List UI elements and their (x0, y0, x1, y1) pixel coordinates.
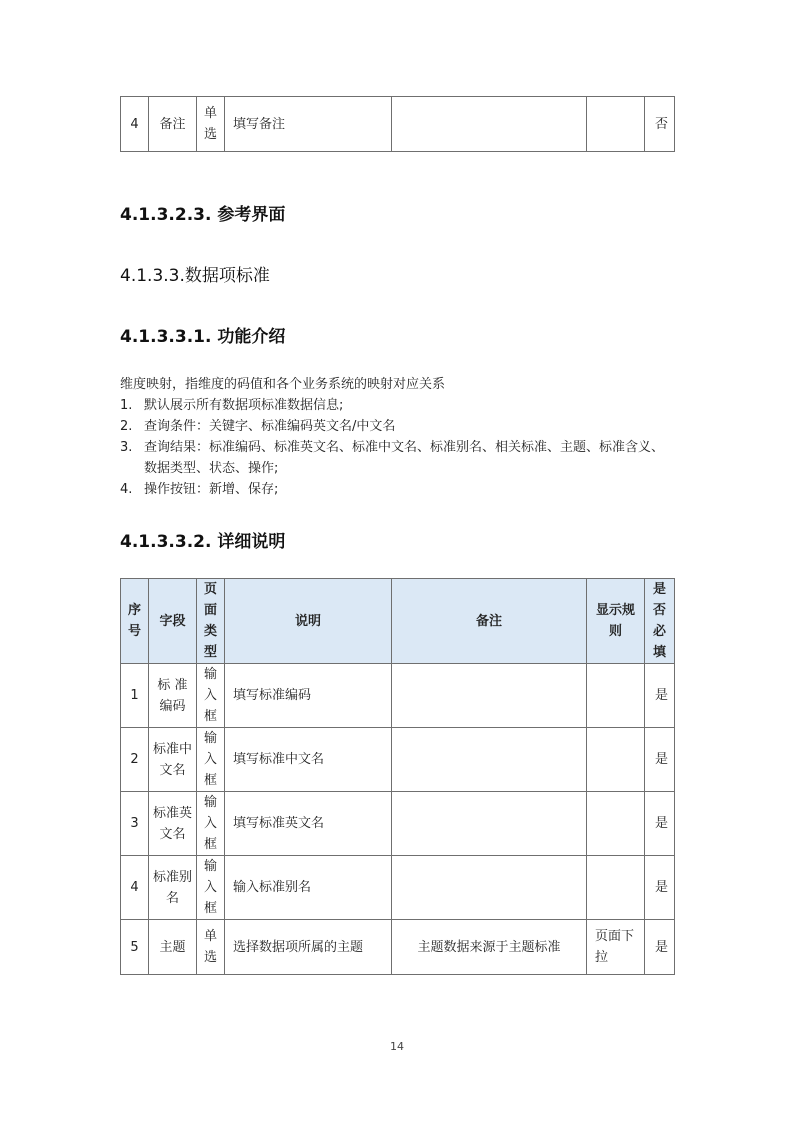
table-row (121, 792, 675, 856)
cell-note (392, 792, 587, 856)
table-row (121, 664, 675, 728)
cell-type: 输入框 (197, 664, 225, 728)
cell-note (392, 97, 587, 152)
header-display: 显示规则 (587, 579, 645, 664)
cell-note (392, 856, 587, 920)
cell-type: 单选 (197, 97, 225, 152)
header-no: 序号 (121, 579, 149, 664)
cell-desc: 输入标准别名 (225, 856, 392, 920)
cell-required: 是 (645, 792, 675, 856)
section-heading-reference-ui: 4.1.3.2.3. 参考界面 (120, 205, 286, 225)
cell-field: 主题 (149, 920, 197, 975)
cell-no: 4 (121, 97, 149, 152)
cell-desc: 填写备注 (225, 97, 392, 152)
section-heading-data-item-standard: 4.1.3.3.数据项标准 (120, 266, 270, 286)
cell-required: 是 (645, 920, 675, 975)
list-item: 2. 查询条件：关键字、标准编码英文名/中文名 (120, 419, 396, 434)
header-required: 是否必填 (645, 579, 675, 664)
header-type: 页面类型 (197, 579, 225, 664)
cell-display (587, 664, 645, 728)
cell-required: 是 (645, 856, 675, 920)
cell-desc: 选择数据项所属的主题 (225, 920, 392, 975)
cell-display (587, 728, 645, 792)
cell-field: 标准别名 (149, 856, 197, 920)
detail-field-table (120, 578, 675, 975)
header-field: 字段 (149, 579, 197, 664)
section-heading-function-intro: 4.1.3.3.1. 功能介绍 (120, 327, 286, 347)
cell-required: 是 (645, 728, 675, 792)
function-intro (120, 374, 676, 500)
cell-type: 输入框 (197, 856, 225, 920)
cell-display (587, 97, 645, 152)
cell-no: 2 (121, 728, 149, 792)
list-item: 3. 查询结果：标准编码、标准英文名、标准中文名、标准别名、相关标准、主题、标准含义、数据类型、状态、操作; (120, 440, 665, 476)
cell-type: 单选 (197, 920, 225, 975)
cell-no: 5 (121, 920, 149, 975)
cell-required: 否 (645, 97, 675, 152)
cell-note (392, 728, 587, 792)
cell-field: 标准英文名 (149, 792, 197, 856)
cell-note (392, 664, 587, 728)
list-item: 4. 操作按钮：新增、保存; (120, 482, 279, 497)
cell-display (587, 792, 645, 856)
section-heading-details: 4.1.3.3.2. 详细说明 (120, 532, 286, 552)
intro-list (120, 395, 676, 500)
list-item: 1. 默认展示所有数据项标准数据信息; (120, 398, 344, 413)
continued-field-table (120, 96, 675, 152)
page-number: 14 (390, 1040, 404, 1053)
cell-desc: 填写标准编码 (225, 664, 392, 728)
table-row (121, 728, 675, 792)
table-row (121, 920, 675, 975)
intro-paragraph: 维度映射，指维度的码值和各个业务系统的映射对应关系 (120, 377, 446, 392)
table-row (121, 97, 675, 152)
table-header-row (121, 579, 675, 664)
cell-desc: 填写标准英文名 (225, 792, 392, 856)
cell-field: 备注 (149, 97, 197, 152)
cell-type: 输入框 (197, 792, 225, 856)
table-row (121, 856, 675, 920)
cell-display (587, 856, 645, 920)
cell-field: 标 准编码 (149, 664, 197, 728)
cell-no: 4 (121, 856, 149, 920)
cell-note: 主题数据来源于主题标准 (392, 920, 587, 975)
header-note: 备注 (392, 579, 587, 664)
cell-type: 输入框 (197, 728, 225, 792)
cell-display: 页面下拉 (587, 920, 645, 975)
header-desc: 说明 (225, 579, 392, 664)
cell-required: 是 (645, 664, 675, 728)
cell-desc: 填写标准中文名 (225, 728, 392, 792)
cell-no: 3 (121, 792, 149, 856)
cell-no: 1 (121, 664, 149, 728)
cell-field: 标准中文名 (149, 728, 197, 792)
